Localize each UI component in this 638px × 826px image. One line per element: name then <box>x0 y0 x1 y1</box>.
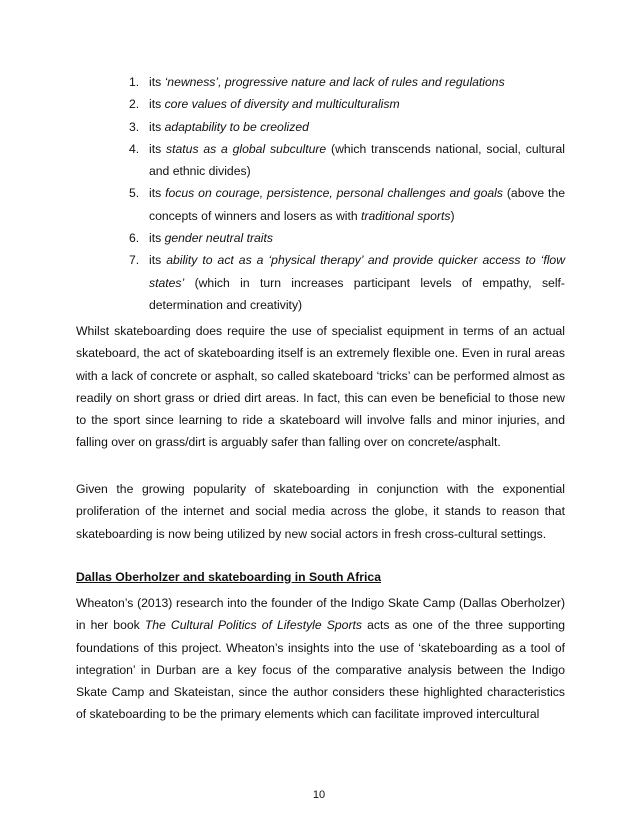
list-number: 1. <box>129 75 140 89</box>
list-number: 5. <box>129 186 140 201</box>
paragraph-text: Wheaton’s (2013) research into the founder of the Indigo Skate Camp (Dallas Oberholzer) in her book <box>76 596 565 633</box>
list-emphasis: focus on courage, persistence, personal challenges and goals <box>165 186 503 201</box>
list-item <box>129 116 565 138</box>
list-emphasis: ability to act as a ‘physical therapy’ and provide quicker access to ‘flow states’ <box>149 253 566 290</box>
list-text: its <box>149 97 165 112</box>
list-number: 6. <box>129 231 140 246</box>
list-text: its <box>149 231 165 246</box>
list-item <box>129 93 565 115</box>
list-number: 3. <box>129 119 140 134</box>
list-text: (above the concepts of winners and losers as with <box>149 186 565 223</box>
paragraph-text: acts as one of the three supporting foundations of this project. Wheaton’s insights into the use of ‘skateboarding as a tool of integration’ in Durban are a key focus of the comparative analysis between the Indigo Skate Camp and Skateistan, since the author considers these highlighted characteristics of skateboarding to be the primary elements which can facilitate improved intercultural <box>76 618 565 722</box>
list-item <box>129 249 565 316</box>
characteristics-list <box>129 71 565 316</box>
list-text: (which transcends national, social, cultural and ethnic divides) <box>149 141 566 179</box>
list-item <box>129 227 565 249</box>
list-text: ) <box>450 208 455 223</box>
list-emphasis: traditional sports <box>361 208 451 223</box>
list-emphasis: status as a global subculture <box>166 141 327 156</box>
list-text: its <box>149 253 167 268</box>
list-text: its <box>149 75 165 89</box>
list-number: 4. <box>129 141 140 156</box>
list-item <box>129 138 565 183</box>
book-title: The Cultural Politics of Lifestyle Sports <box>144 618 362 633</box>
list-emphasis: ‘newness’, progressive nature and lack of rules and regulations <box>164 75 505 89</box>
list-emphasis: adaptability to be creolized <box>164 119 309 134</box>
page-number: 10 <box>312 789 326 801</box>
paragraph-wheaton <box>76 592 565 726</box>
list-item <box>129 182 565 227</box>
list-text: its <box>149 186 166 201</box>
paragraph-equipment: Whilst skateboarding does require the use of specialist equipment in terms of an actual skateboard, the act of skateboarding itself is an extremely flexible one. Even in rural areas with a lack of concrete or asphalt, so called skateboard ‘tricks’ can be performed almost as readily on short grass or dried dirt areas. In fact, this can even be beneficial to those new to the sport since learning to ride a skateboard will involve falls and minor injuries, and falling over on grass/dirt is arguably safer than falling over on concrete/asphalt. <box>76 324 565 450</box>
list-emphasis: gender neutral traits <box>164 231 273 246</box>
list-number: 7. <box>129 253 140 268</box>
list-text: its <box>149 141 167 156</box>
list-number: 2. <box>129 97 140 112</box>
paragraph-popularity: Given the growing popularity of skateboarding in conjunction with the exponential proliferation of the internet and social media across the globe, it stands to reason that skateboarding is now being utilized by new social actors in fresh cross-cultural settings. <box>76 482 565 541</box>
section-heading: Dallas Oberholzer and skateboarding in South Africa <box>76 570 381 584</box>
list-text: (which in turn increases participant levels of empathy, self-determination and creativity) <box>149 275 565 312</box>
list-emphasis: core values of diversity and multiculturalism <box>164 97 400 112</box>
list-item <box>129 71 565 93</box>
list-text: its <box>149 119 165 134</box>
